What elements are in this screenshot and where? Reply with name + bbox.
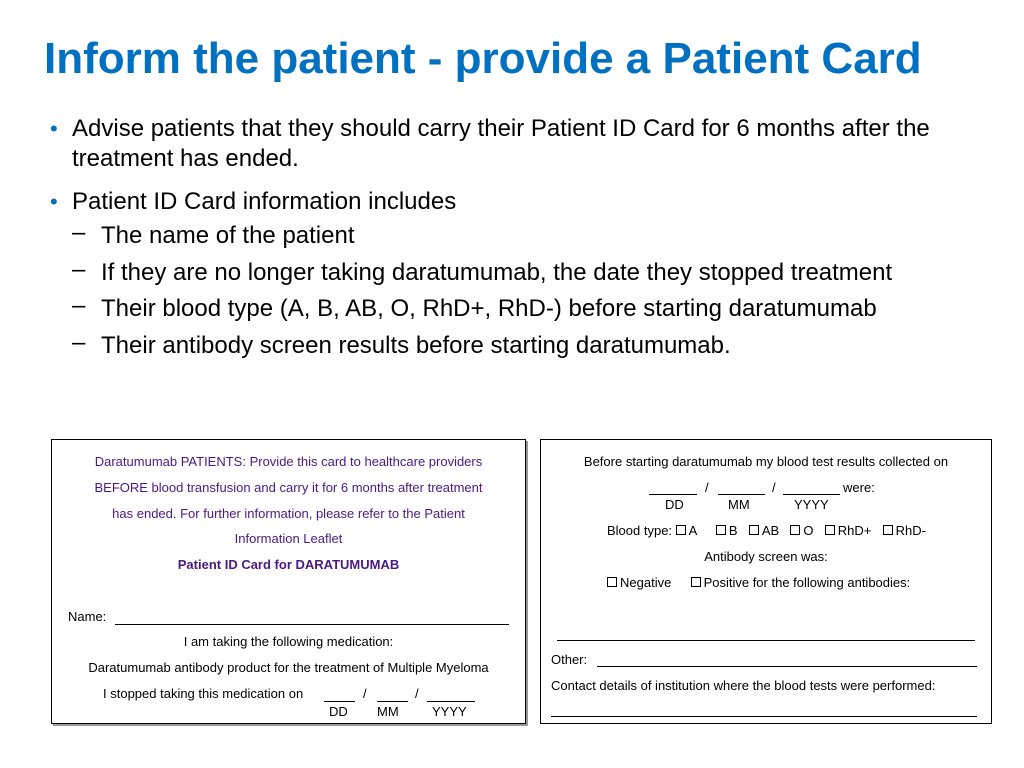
- yyyy-caption: YYYY: [432, 704, 467, 719]
- dd-caption: DD: [665, 497, 684, 512]
- bullet-item: [50, 187, 970, 217]
- checkbox-icon: [790, 525, 800, 535]
- name-label: Name:: [68, 609, 107, 624]
- yyyy-caption: YYYY: [794, 497, 829, 512]
- card-info-line: Daratumumab PATIENTS: Provide this card to healthcare providers: [94, 454, 483, 469]
- sub-bullet-item: [50, 255, 970, 288]
- blood-test-intro: Before starting daratumumab my blood test results collected on: [583, 454, 949, 469]
- antibody-options: [607, 574, 910, 592]
- date-separator: /: [705, 480, 709, 495]
- checkbox-icon: [825, 525, 835, 535]
- bullet-text: Patient ID Card information includes: [72, 188, 457, 215]
- bullet-text: Advise patients that they should carry their Patient ID Card for 6 months after the treatment has ended.: [72, 115, 930, 172]
- sub-bullet-item: [50, 328, 970, 361]
- checkbox-icon: [883, 525, 893, 535]
- checkbox-icon: [691, 577, 701, 587]
- sub-bullet-text: The name of the patient: [101, 222, 355, 249]
- negative-option: Negative: [620, 575, 672, 590]
- blood-type-option: RhD-: [895, 523, 926, 538]
- bullet-dot-icon: •: [50, 189, 58, 214]
- sub-bullet-text: Their antibody screen results before starting daratumumab.: [101, 331, 731, 359]
- dash-icon: –: [72, 292, 86, 319]
- positive-option: Positive for the following antibodies:: [703, 575, 911, 590]
- dd-caption: DD: [329, 704, 348, 719]
- date-separator: /: [772, 480, 776, 495]
- blood-type-row: [607, 522, 926, 540]
- stopped-label: I stopped taking this medication on: [103, 686, 304, 701]
- dash-icon: –: [72, 328, 86, 356]
- blood-type-option: O: [803, 523, 814, 538]
- card-title: Patient ID Card for DARATUMUMAB: [177, 557, 400, 572]
- were-label: were:: [843, 480, 875, 495]
- yyyy-field-line: [427, 701, 475, 702]
- antibodies-field-line: [557, 640, 975, 641]
- yyyy-field-line: [783, 494, 840, 495]
- patient-id-card-back: [540, 439, 992, 724]
- card-info-line: has ended. For further information, please refer to the Patient: [112, 506, 465, 521]
- checkbox-icon: [676, 525, 686, 535]
- checkbox-icon: [716, 525, 726, 535]
- sub-bullet-text: If they are no longer taking daratumumab, the date they stopped treatment: [101, 258, 893, 286]
- other-field-line: [597, 666, 977, 667]
- dash-icon: –: [72, 255, 86, 283]
- blood-type-option: B: [728, 523, 738, 538]
- blood-type-option: AB: [761, 523, 780, 538]
- mm-caption: MM: [377, 704, 399, 719]
- medication-label: I am taking the following medication:: [183, 634, 394, 649]
- sub-bullet-text: Their blood type (A, B, AB, O, RhD+, RhD-) before starting daratumumab: [101, 295, 877, 322]
- checkbox-icon: [607, 577, 617, 587]
- card-info-line: BEFORE blood transfusion and carry it for 6 months after treatment: [94, 480, 483, 495]
- patient-id-card-front: [51, 439, 526, 724]
- bullet-item: [50, 114, 970, 174]
- date-separator: /: [415, 686, 419, 701]
- bullet-list: [50, 114, 970, 367]
- mm-field-line: [718, 494, 765, 495]
- medication-name: Daratumumab antibody product for the treatment of Multiple Myeloma: [88, 660, 489, 675]
- name-field-line: [115, 624, 509, 625]
- bullet-dot-icon: •: [50, 116, 58, 141]
- contact-field-line: [551, 716, 977, 717]
- mm-caption: MM: [728, 497, 750, 512]
- sub-bullet-item: [50, 294, 970, 324]
- antibody-label: Antibody screen was:: [704, 549, 828, 564]
- date-separator: /: [363, 686, 367, 701]
- contact-label: Contact details of institution where the blood tests were performed:: [551, 678, 936, 693]
- dd-field-line: [649, 494, 697, 495]
- card-info-line: Information Leaflet: [234, 531, 343, 546]
- slide-title: Inform the patient - provide a Patient Card: [44, 34, 922, 83]
- blood-type-option: A: [688, 523, 697, 538]
- sub-bullet-item: [50, 221, 970, 251]
- checkbox-icon: [749, 525, 759, 535]
- blood-type-option: RhD+: [837, 523, 872, 538]
- mm-field-line: [377, 701, 408, 702]
- blood-type-label: Blood type:: [607, 523, 673, 538]
- dash-icon: –: [72, 219, 86, 246]
- other-label: Other:: [551, 652, 588, 667]
- dd-field-line: [324, 701, 355, 702]
